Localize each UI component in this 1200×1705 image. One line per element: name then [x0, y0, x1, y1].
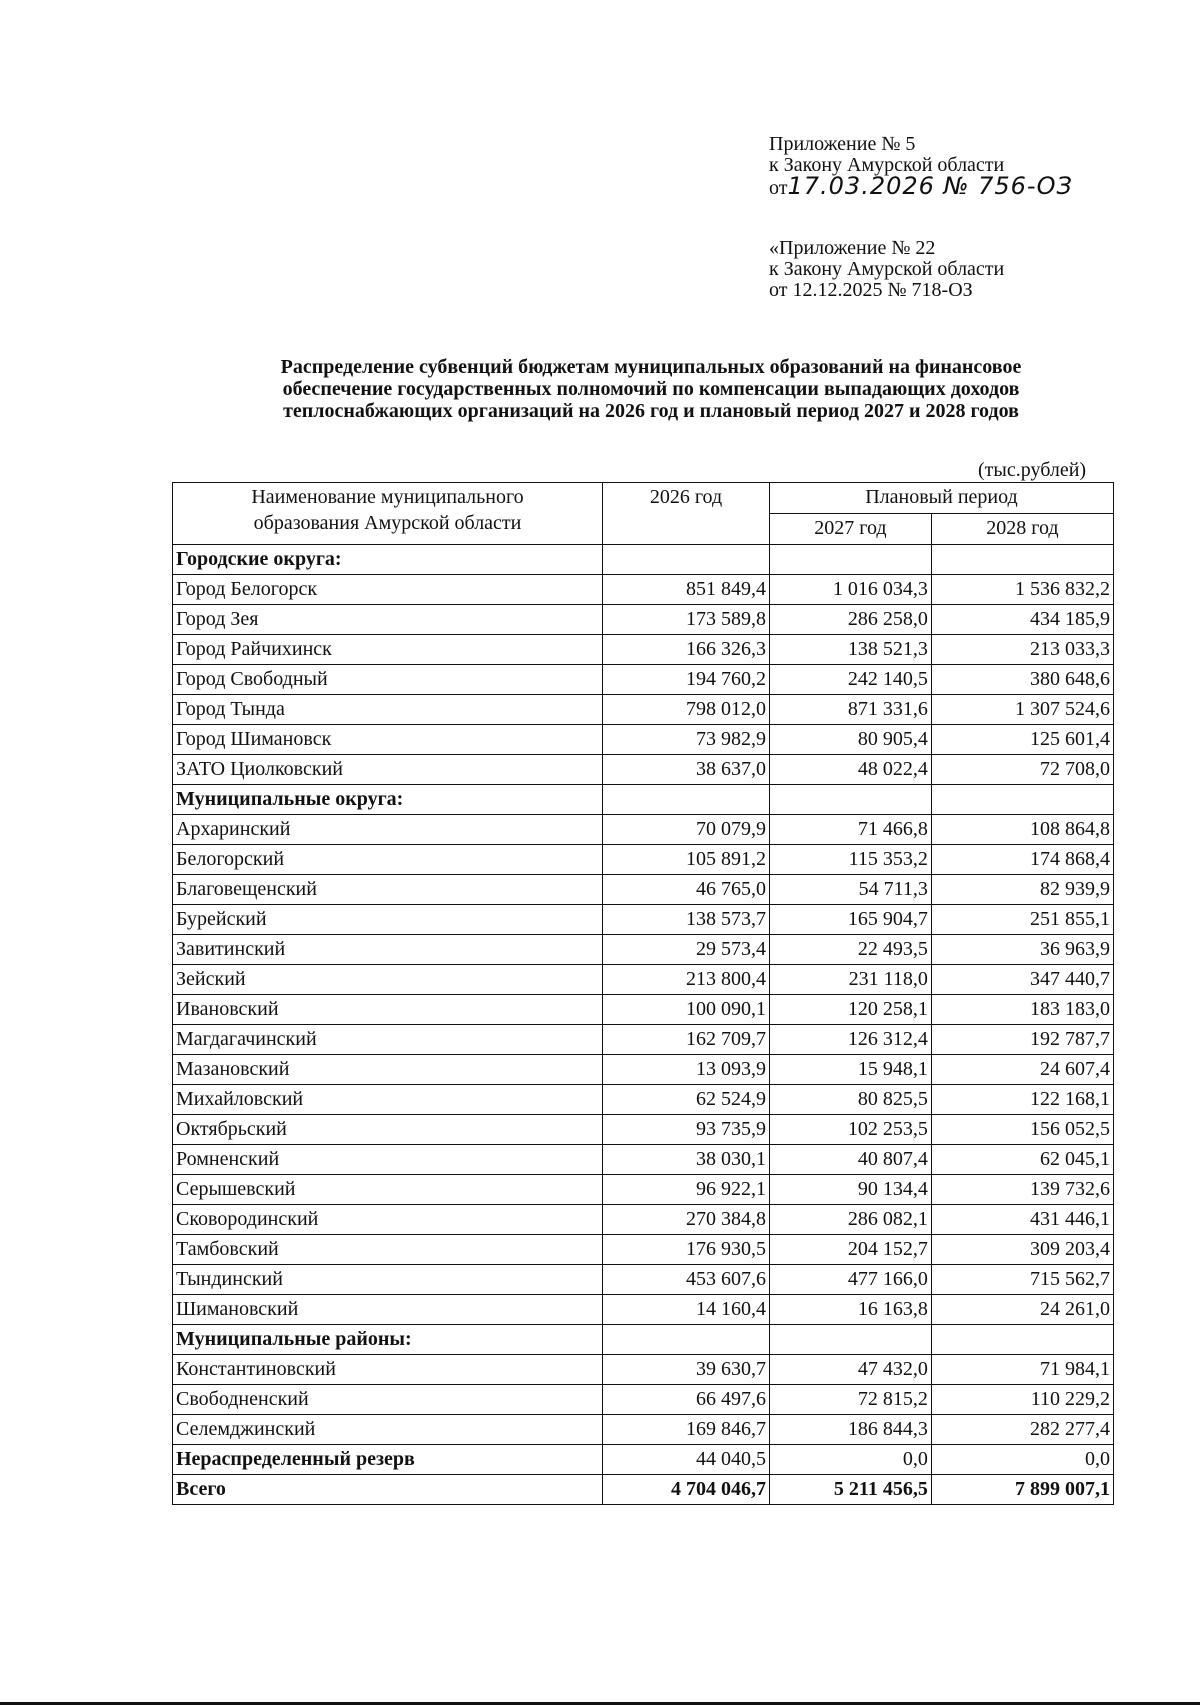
value-2027-cell: 102 253,5: [769, 1115, 931, 1145]
value-2027-cell: 286 082,1: [769, 1205, 931, 1235]
appendix-22-header: [769, 238, 1004, 301]
row-name-cell: Всего: [173, 1475, 603, 1505]
table-row: [173, 725, 1114, 755]
header-year-2027: 2027 год: [769, 514, 931, 545]
row-name-cell: Город Шимановск: [173, 725, 603, 755]
value-2026-cell: 13 093,9: [603, 1055, 770, 1085]
value-2027-cell: 477 166,0: [769, 1265, 931, 1295]
row-name-cell: Муниципальные районы:: [173, 1325, 603, 1355]
row-name-cell: Муниципальные округа:: [173, 785, 603, 815]
row-name-cell: Мазановский: [173, 1055, 603, 1085]
value-2026-cell: 38 030,1: [603, 1145, 770, 1175]
document-title-line-3: теплоснабжающих организаций на 2026 год и плановый период 2027 и 2028 годов: [283, 400, 1019, 422]
value-2028-cell: 108 864,8: [931, 815, 1113, 845]
row-name-cell: Михайловский: [173, 1085, 603, 1115]
value-2028-cell: 122 168,1: [931, 1085, 1113, 1115]
value-2026-cell: 173 589,8: [603, 605, 770, 635]
value-2027-cell: 5 211 456,5: [769, 1475, 931, 1505]
value-2028-cell: 192 787,7: [931, 1025, 1113, 1055]
row-name-cell: Тамбовский: [173, 1235, 603, 1265]
table-row: [173, 875, 1114, 905]
row-name-cell: ЗАТО Циолковский: [173, 755, 603, 785]
row-name-cell: Свободненский: [173, 1385, 603, 1415]
units-label: (тыс.рублей): [978, 459, 1087, 481]
value-2027-cell: 54 711,3: [769, 875, 931, 905]
table-row: [173, 1355, 1114, 1385]
value-2026-cell: 166 326,3: [603, 635, 770, 665]
value-2027-cell: 16 163,8: [769, 1295, 931, 1325]
row-name-cell: Город Райчихинск: [173, 635, 603, 665]
appendix-22-law-ref: к Закону Амурской области: [769, 258, 1005, 280]
value-2028-cell: 1 536 832,2: [931, 575, 1113, 605]
value-2028-cell: 282 277,4: [931, 1415, 1113, 1445]
value-2027-cell: 871 331,6: [769, 695, 931, 725]
value-2027-cell: 126 312,4: [769, 1025, 931, 1055]
value-2028-cell: 380 648,6: [931, 665, 1113, 695]
value-2026-cell: 176 930,5: [603, 1235, 770, 1265]
table-row: [173, 845, 1114, 875]
header-municipality-name: Наименование муниципального образования Амурской области: [173, 483, 603, 545]
table-row: [173, 1115, 1114, 1145]
value-2026-cell: 96 922,1: [603, 1175, 770, 1205]
table-row: [173, 1175, 1114, 1205]
value-2026-cell: 194 760,2: [603, 665, 770, 695]
appendix-5-title: Приложение № 5: [769, 133, 916, 155]
table-row: [173, 1025, 1114, 1055]
value-2028-cell: 82 939,9: [931, 875, 1113, 905]
value-2028-cell: 125 601,4: [931, 725, 1113, 755]
value-2027-cell: 0,0: [769, 1445, 931, 1475]
value-2027-cell: 90 134,4: [769, 1175, 931, 1205]
value-2026-cell: 105 891,2: [603, 845, 770, 875]
row-name-cell: Завитинский: [173, 935, 603, 965]
value-2027-cell: 1 016 034,3: [769, 575, 931, 605]
value-2028-cell: 309 203,4: [931, 1235, 1113, 1265]
table-row: [173, 1295, 1114, 1325]
value-2027-cell: 115 353,2: [769, 845, 931, 875]
value-2027-cell: 231 118,0: [769, 965, 931, 995]
value-2028-cell: 62 045,1: [931, 1145, 1113, 1175]
value-2026-cell: 73 982,9: [603, 725, 770, 755]
table-row: [173, 1415, 1114, 1445]
value-2027-cell: 186 844,3: [769, 1415, 931, 1445]
appendix-22-title: «Приложение № 22: [769, 237, 936, 259]
value-2026-cell: 798 012,0: [603, 695, 770, 725]
value-2028-cell: [931, 1325, 1113, 1355]
value-2026-cell: 213 800,4: [603, 965, 770, 995]
value-2026-cell: 453 607,6: [603, 1265, 770, 1295]
header-year-2028: 2028 год: [931, 514, 1113, 545]
table-row: [173, 1325, 1114, 1355]
table-row: [173, 935, 1114, 965]
row-name-cell: Архаринский: [173, 815, 603, 845]
value-2026-cell: 100 090,1: [603, 995, 770, 1025]
table-row: [173, 755, 1114, 785]
value-2027-cell: 22 493,5: [769, 935, 931, 965]
value-2028-cell: 139 732,6: [931, 1175, 1113, 1205]
table-row: [173, 1265, 1114, 1295]
value-2026-cell: 169 846,7: [603, 1415, 770, 1445]
table-row: [173, 1235, 1114, 1265]
appendix-5-header: [769, 134, 1073, 199]
row-name-cell: Бурейский: [173, 905, 603, 935]
header-year-2026: 2026 год: [603, 483, 770, 545]
row-name-cell: Город Тында: [173, 695, 603, 725]
row-name-cell: Тындинский: [173, 1265, 603, 1295]
table-row: [173, 545, 1114, 575]
value-2028-cell: 24 607,4: [931, 1055, 1113, 1085]
appendix-5-law-ref: к Закону Амурской области: [769, 154, 1005, 176]
appendix-5-date-prefix: от: [769, 177, 788, 199]
value-2027-cell: 165 904,7: [769, 905, 931, 935]
value-2027-cell: 120 258,1: [769, 995, 931, 1025]
row-name-cell: Серышевский: [173, 1175, 603, 1205]
value-2027-cell: 48 022,4: [769, 755, 931, 785]
value-2028-cell: 0,0: [931, 1445, 1113, 1475]
table-row: [173, 785, 1114, 815]
row-name-cell: Магдагачинский: [173, 1025, 603, 1055]
value-2027-cell: 40 807,4: [769, 1145, 931, 1175]
row-name-cell: Октябрьский: [173, 1115, 603, 1145]
row-name-cell: Шимановский: [173, 1295, 603, 1325]
value-2028-cell: 434 185,9: [931, 605, 1113, 635]
value-2026-cell: 44 040,5: [603, 1445, 770, 1475]
value-2026-cell: 162 709,7: [603, 1025, 770, 1055]
value-2028-cell: 71 984,1: [931, 1355, 1113, 1385]
table-row: [173, 1205, 1114, 1235]
handwritten-date-number: 17.03.2026 № 756-ОЗ: [787, 172, 1073, 200]
table-row: [173, 1385, 1114, 1415]
table-row: [173, 1085, 1114, 1115]
table-row: [173, 905, 1114, 935]
appendix-5-date-line: [769, 172, 1073, 200]
value-2026-cell: 4 704 046,7: [603, 1475, 770, 1505]
table-row: [173, 635, 1114, 665]
value-2026-cell: 66 497,6: [603, 1385, 770, 1415]
value-2026-cell: 62 524,9: [603, 1085, 770, 1115]
row-name-cell: Белогорский: [173, 845, 603, 875]
value-2027-cell: 15 948,1: [769, 1055, 931, 1085]
value-2027-cell: 47 432,0: [769, 1355, 931, 1385]
value-2026-cell: 270 384,8: [603, 1205, 770, 1235]
table-row: [173, 1475, 1114, 1505]
table-row: [173, 815, 1114, 845]
value-2028-cell: [931, 545, 1113, 575]
document-title: [178, 356, 1124, 422]
table-row: [173, 665, 1114, 695]
row-name-cell: Ромненский: [173, 1145, 603, 1175]
table-row: [173, 1445, 1114, 1475]
row-name-cell: Благовещенский: [173, 875, 603, 905]
value-2026-cell: [603, 545, 770, 575]
value-2028-cell: 7 899 007,1: [931, 1475, 1113, 1505]
table-row: [173, 1055, 1114, 1085]
table-row: [173, 575, 1114, 605]
value-2028-cell: 431 446,1: [931, 1205, 1113, 1235]
value-2028-cell: 1 307 524,6: [931, 695, 1113, 725]
value-2028-cell: 251 855,1: [931, 905, 1113, 935]
value-2026-cell: 138 573,7: [603, 905, 770, 935]
value-2027-cell: 138 521,3: [769, 635, 931, 665]
value-2027-cell: 80 905,4: [769, 725, 931, 755]
value-2027-cell: 71 466,8: [769, 815, 931, 845]
row-name-cell: Зейский: [173, 965, 603, 995]
value-2026-cell: 38 637,0: [603, 755, 770, 785]
value-2027-cell: [769, 1325, 931, 1355]
value-2028-cell: 183 183,0: [931, 995, 1113, 1025]
value-2028-cell: 715 562,7: [931, 1265, 1113, 1295]
row-name-cell: Сковородинский: [173, 1205, 603, 1235]
value-2028-cell: [931, 785, 1113, 815]
value-2027-cell: 80 825,5: [769, 1085, 931, 1115]
row-name-cell: Нераспределенный резерв: [173, 1445, 603, 1475]
table-row: [173, 1145, 1114, 1175]
value-2028-cell: 24 261,0: [931, 1295, 1113, 1325]
value-2027-cell: [769, 545, 931, 575]
value-2028-cell: 347 440,7: [931, 965, 1113, 995]
row-name-cell: Город Белогорск: [173, 575, 603, 605]
value-2028-cell: 174 868,4: [931, 845, 1113, 875]
value-2027-cell: 72 815,2: [769, 1385, 931, 1415]
table-row: [173, 695, 1114, 725]
row-name-cell: Ивановский: [173, 995, 603, 1025]
value-2028-cell: 36 963,9: [931, 935, 1113, 965]
table-body: [173, 545, 1114, 1505]
header-planned-period: Плановый период: [769, 483, 1113, 514]
value-2026-cell: 29 573,4: [603, 935, 770, 965]
value-2026-cell: 851 849,4: [603, 575, 770, 605]
row-name-cell: Город Свободный: [173, 665, 603, 695]
value-2028-cell: 156 052,5: [931, 1115, 1113, 1145]
document-title-line-1: Распределение субвенций бюджетам муниципальных образований на финансовое: [280, 356, 1022, 378]
row-name-cell: Константиновский: [173, 1355, 603, 1385]
value-2027-cell: 242 140,5: [769, 665, 931, 695]
subventions-table: [172, 482, 1114, 1505]
value-2027-cell: 286 258,0: [769, 605, 931, 635]
table-row: [173, 605, 1114, 635]
value-2026-cell: 14 160,4: [603, 1295, 770, 1325]
table-row: [173, 995, 1114, 1025]
value-2026-cell: 93 735,9: [603, 1115, 770, 1145]
row-name-cell: Городские округа:: [173, 545, 603, 575]
value-2028-cell: 72 708,0: [931, 755, 1113, 785]
value-2028-cell: 213 033,3: [931, 635, 1113, 665]
value-2026-cell: 46 765,0: [603, 875, 770, 905]
value-2026-cell: 70 079,9: [603, 815, 770, 845]
value-2027-cell: 204 152,7: [769, 1235, 931, 1265]
value-2026-cell: [603, 785, 770, 815]
table-row: [173, 965, 1114, 995]
value-2026-cell: [603, 1325, 770, 1355]
row-name-cell: Селемджинский: [173, 1415, 603, 1445]
value-2027-cell: [769, 785, 931, 815]
value-2028-cell: 110 229,2: [931, 1385, 1113, 1415]
value-2026-cell: 39 630,7: [603, 1355, 770, 1385]
appendix-22-date-line: от 12.12.2025 № 718-ОЗ: [769, 279, 973, 301]
row-name-cell: Город Зея: [173, 605, 603, 635]
document-title-line-2: обеспечение государственных полномочий по компенсации выпадающих доходов: [282, 378, 1020, 400]
